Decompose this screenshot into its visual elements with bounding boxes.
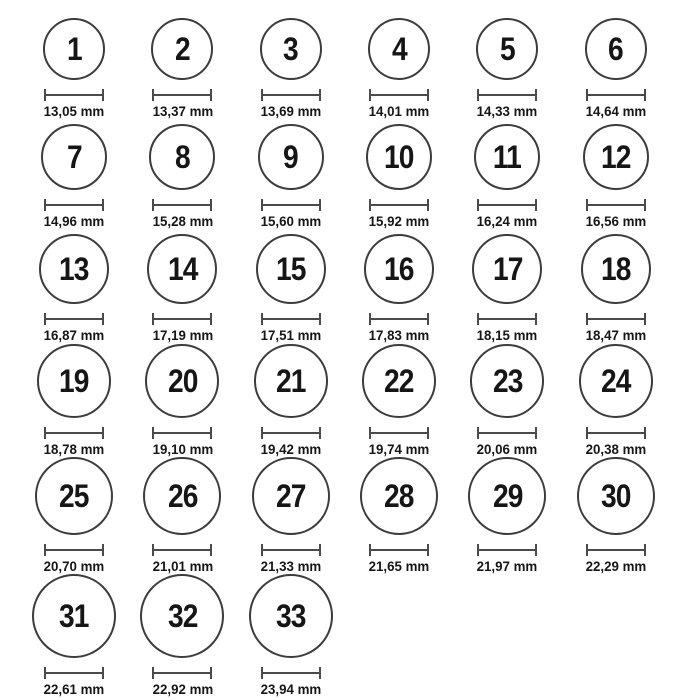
ring-size-item (453, 18, 561, 119)
diameter-measure-line (44, 427, 104, 439)
ring-circle-icon (362, 344, 436, 418)
size-number: 8 (175, 139, 190, 175)
ring-circle-icon (143, 457, 221, 535)
diameter-measure-line (369, 427, 429, 439)
diameter-measure-line (44, 313, 104, 325)
diameter-label: 14,96 mm (43, 213, 105, 229)
measure-line-bar (263, 318, 319, 320)
diameter-label: 19,42 mm (260, 441, 322, 457)
size-number: 4 (391, 31, 407, 67)
diameter-measure-line (44, 667, 104, 679)
size-number: 16 (384, 251, 414, 287)
size-number: 1 (66, 31, 82, 67)
measure-line-bar (479, 432, 535, 434)
measure-line-bar (154, 432, 210, 434)
diameter-label: 15,60 mm (260, 213, 322, 229)
diameter-measure-line (369, 199, 429, 211)
diameter-measure-line (152, 199, 212, 211)
ring-size-item (561, 457, 669, 574)
size-number: 9 (283, 139, 299, 175)
measure-line-bar (263, 204, 319, 206)
ring-size-item (345, 124, 453, 229)
ring-circle-icon (43, 18, 105, 80)
diameter-measure-line (261, 89, 321, 101)
diameter-measure-line (152, 667, 212, 679)
measure-line-bar (371, 204, 427, 206)
size-number: 10 (384, 139, 414, 175)
ring-size-item (237, 124, 345, 229)
ring-circle-icon (470, 344, 544, 418)
ring-circle-icon (468, 457, 546, 535)
size-number: 21 (275, 363, 306, 399)
ring-size-item (128, 574, 236, 697)
diameter-label: 17,83 mm (368, 327, 430, 343)
size-number: 13 (59, 251, 89, 287)
diameter-measure-line (44, 89, 104, 101)
ring-circle-icon (472, 234, 542, 304)
diameter-label: 16,87 mm (43, 327, 105, 343)
measure-line-bar (371, 549, 427, 551)
diameter-label: 20,70 mm (43, 558, 105, 574)
diameter-label: 23,94 mm (260, 681, 322, 697)
ring-size-item (128, 457, 236, 574)
measure-line-bar (588, 432, 644, 434)
ring-size-item (453, 124, 561, 229)
ring-size-item (345, 18, 453, 119)
measure-line-bar (479, 318, 535, 320)
size-number: 17 (492, 251, 523, 287)
diameter-measure-line (261, 544, 321, 556)
ring-size-item (561, 18, 669, 119)
ring-size-item (561, 124, 669, 229)
measure-line-bar (46, 672, 102, 674)
diameter-label: 16,24 mm (477, 213, 538, 229)
ring-circle-icon (145, 344, 219, 418)
measure-line-bar (154, 94, 210, 96)
ring-circle-icon (360, 457, 438, 535)
measure-line-bar (479, 549, 535, 551)
size-number: 12 (600, 139, 631, 175)
size-row (20, 574, 700, 697)
ring-size-item (561, 234, 669, 343)
ring-circle-icon (39, 234, 109, 304)
size-number: 7 (66, 139, 82, 175)
ring-size-item (20, 18, 128, 119)
ring-circle-icon (41, 124, 107, 190)
diameter-measure-line (261, 199, 321, 211)
diameter-label: 22,92 mm (152, 681, 213, 697)
diameter-measure-line (586, 199, 646, 211)
diameter-measure-line (44, 199, 104, 211)
size-number: 3 (283, 31, 299, 67)
ring-circle-icon (577, 457, 655, 535)
ring-circle-icon (252, 457, 330, 535)
diameter-label: 21,33 mm (260, 558, 322, 574)
diameter-label: 21,97 mm (477, 558, 538, 574)
ring-circle-icon (37, 344, 111, 418)
ring-circle-icon (476, 18, 538, 80)
ring-size-item (128, 344, 236, 457)
ring-circle-icon (581, 234, 651, 304)
measure-line-bar (588, 549, 644, 551)
size-number: 23 (492, 363, 523, 399)
ring-circle-icon (364, 234, 434, 304)
ring-circle-icon (585, 18, 647, 80)
diameter-label: 13,37 mm (152, 103, 213, 119)
diameter-measure-line (152, 89, 212, 101)
ring-size-item (237, 18, 345, 119)
diameter-label: 21,65 mm (368, 558, 430, 574)
measure-line-bar (154, 549, 210, 551)
ring-size-item (20, 457, 128, 574)
size-row (20, 234, 700, 343)
diameter-label: 19,10 mm (152, 441, 213, 457)
diameter-label: 18,15 mm (477, 327, 538, 343)
size-row (20, 457, 700, 574)
ring-circle-icon (140, 574, 224, 658)
measure-line-bar (371, 318, 427, 320)
size-number: 20 (167, 363, 198, 399)
ring-circle-icon (249, 574, 333, 658)
ring-size-item (237, 344, 345, 457)
measure-line-bar (263, 432, 319, 434)
ring-circle-icon (368, 18, 430, 80)
size-number: 22 (384, 363, 414, 399)
ring-size-item (345, 457, 453, 574)
ring-size-item (128, 18, 236, 119)
measure-line-bar (371, 432, 427, 434)
size-number: 31 (59, 598, 89, 634)
ring-circle-icon (254, 344, 328, 418)
size-number: 5 (499, 31, 515, 67)
diameter-label: 18,47 mm (585, 327, 646, 343)
measure-line-bar (479, 204, 535, 206)
diameter-label: 20,06 mm (477, 441, 538, 457)
ring-circle-icon (260, 18, 322, 80)
ring-size-item (20, 574, 128, 697)
diameter-label: 15,92 mm (368, 213, 430, 229)
size-number: 28 (384, 478, 414, 514)
ring-circle-icon (583, 124, 649, 190)
diameter-label: 15,28 mm (152, 213, 213, 229)
size-row (20, 124, 700, 229)
ring-size-item (453, 344, 561, 457)
diameter-measure-line (152, 544, 212, 556)
diameter-measure-line (44, 544, 104, 556)
ring-circle-icon (579, 344, 653, 418)
measure-line-bar (588, 204, 644, 206)
size-number: 30 (600, 478, 631, 514)
diameter-measure-line (586, 313, 646, 325)
diameter-label: 20,38 mm (585, 441, 646, 457)
diameter-label: 17,19 mm (152, 327, 213, 343)
size-number: 32 (167, 598, 198, 634)
size-number: 25 (59, 478, 89, 514)
measure-line-bar (479, 94, 535, 96)
size-number: 24 (600, 363, 631, 399)
size-number: 2 (175, 31, 190, 67)
size-number: 11 (493, 139, 522, 175)
diameter-measure-line (586, 89, 646, 101)
diameter-measure-line (261, 427, 321, 439)
diameter-label: 22,29 mm (585, 558, 646, 574)
diameter-label: 18,78 mm (43, 441, 105, 457)
diameter-label: 19,74 mm (368, 441, 430, 457)
ring-circle-icon (147, 234, 217, 304)
size-number: 26 (167, 478, 198, 514)
diameter-measure-line (152, 313, 212, 325)
diameter-measure-line (477, 89, 537, 101)
ring-circle-icon (474, 124, 540, 190)
diameter-label: 13,05 mm (43, 103, 105, 119)
ring-size-item (453, 457, 561, 574)
ring-size-item (128, 234, 236, 343)
measure-line-bar (263, 549, 319, 551)
diameter-measure-line (586, 544, 646, 556)
ring-size-item (345, 344, 453, 457)
diameter-measure-line (369, 89, 429, 101)
size-number: 18 (600, 251, 631, 287)
size-number: 33 (275, 598, 306, 634)
diameter-measure-line (369, 313, 429, 325)
diameter-measure-line (477, 199, 537, 211)
ring-circle-icon (258, 124, 324, 190)
ring-circle-icon (256, 234, 326, 304)
measure-line-bar (46, 549, 102, 551)
diameter-label: 14,01 mm (368, 103, 430, 119)
size-number: 6 (608, 31, 624, 67)
ring-circle-icon (35, 457, 113, 535)
diameter-measure-line (369, 544, 429, 556)
ring-size-item (128, 124, 236, 229)
measure-line-bar (154, 318, 210, 320)
ring-size-item (237, 457, 345, 574)
size-number: 19 (59, 363, 89, 399)
measure-line-bar (46, 94, 102, 96)
diameter-measure-line (152, 427, 212, 439)
measure-line-bar (46, 432, 102, 434)
ring-size-item (237, 234, 345, 343)
measure-line-bar (46, 204, 102, 206)
diameter-measure-line (261, 667, 321, 679)
measure-line-bar (154, 672, 210, 674)
diameter-label: 17,51 mm (260, 327, 322, 343)
measure-line-bar (588, 318, 644, 320)
diameter-label: 14,33 mm (477, 103, 538, 119)
ring-size-item (345, 234, 453, 343)
diameter-measure-line (586, 427, 646, 439)
ring-circle-icon (151, 18, 213, 80)
measure-line-bar (588, 94, 644, 96)
measure-line-bar (154, 204, 210, 206)
diameter-label: 14,64 mm (585, 103, 646, 119)
ring-size-item (20, 234, 128, 343)
ring-circle-icon (32, 574, 116, 658)
ring-size-item (20, 124, 128, 229)
size-number: 15 (275, 251, 306, 287)
ring-size-item (20, 344, 128, 457)
size-number: 27 (275, 478, 306, 514)
diameter-label: 22,61 mm (43, 681, 105, 697)
size-row (20, 18, 700, 119)
diameter-label: 13,69 mm (260, 103, 322, 119)
size-number: 14 (167, 251, 198, 287)
diameter-measure-line (477, 313, 537, 325)
diameter-label: 16,56 mm (585, 213, 646, 229)
measure-line-bar (263, 672, 319, 674)
diameter-measure-line (261, 313, 321, 325)
diameter-measure-line (477, 427, 537, 439)
ring-size-item (453, 234, 561, 343)
size-number: 29 (492, 478, 523, 514)
measure-line-bar (46, 318, 102, 320)
ring-circle-icon (149, 124, 215, 190)
diameter-measure-line (477, 544, 537, 556)
measure-line-bar (263, 94, 319, 96)
diameter-label: 21,01 mm (152, 558, 213, 574)
size-row (20, 344, 700, 457)
ring-size-item (561, 344, 669, 457)
ring-size-item (237, 574, 345, 697)
measure-line-bar (371, 94, 427, 96)
ring-circle-icon (366, 124, 432, 190)
